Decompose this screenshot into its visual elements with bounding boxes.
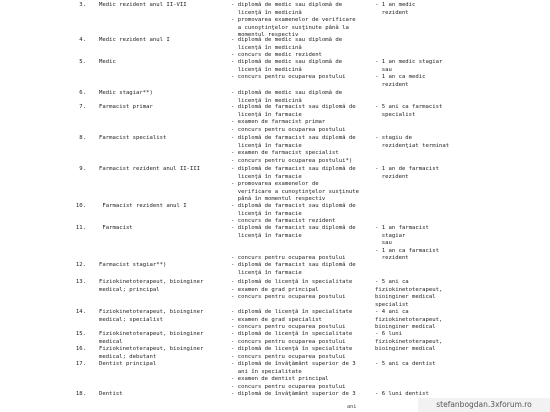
seniority-requirement — [375, 361, 485, 369]
seniority-requirement — [375, 2, 485, 17]
seniority-line: rezident — [375, 81, 409, 88]
requirement-line: - concurs pentru ocuparea postului — [231, 294, 346, 301]
seniority-line: - 6 luni — [375, 331, 402, 337]
seniority-line: - 1 an ca medic — [375, 74, 426, 81]
item-number: 13. — [75, 279, 86, 285]
seniority-line: fiziokinetoterapeut, — [375, 338, 443, 345]
position-title — [99, 391, 227, 399]
item-number: 16. — [75, 346, 86, 352]
requirement-line: - concurs pentru ocuparea postului — [231, 383, 346, 390]
page-fragment: ani — [347, 404, 357, 410]
position-title-line: Farmacist rezident anul II-III — [99, 166, 201, 172]
requirement-line: - diplomă de licenţă în specialitate — [231, 309, 353, 315]
position-title-line: Farmacist rezident anul I — [99, 203, 187, 209]
position-title — [99, 59, 227, 67]
requirement-line: - diplomă de farmacist sau diplomă de — [231, 104, 356, 110]
requirements — [231, 203, 371, 226]
position-title-line: Farmacist specialist — [99, 135, 167, 141]
requirements — [231, 391, 371, 399]
requirements — [231, 2, 371, 40]
position-title — [99, 225, 227, 233]
requirements — [231, 37, 371, 60]
requirement-line: - concurs de medic rezident — [231, 52, 322, 59]
requirement-line: licenţă în medicină — [231, 9, 302, 16]
seniority-line: bioinginer medical — [375, 324, 436, 331]
position-title-line: Fiziokinetoterapeut, bioinginer — [99, 309, 204, 315]
requirement-line: - diplomă de medic sau diplomă de — [231, 59, 343, 65]
requirement-line: - diplomă de medic sau diplomă de — [231, 2, 343, 8]
seniority-requirement — [375, 135, 485, 150]
requirement-line: - concurs pentru ocuparea postului — [231, 324, 346, 331]
item-number: 3. — [79, 2, 86, 8]
seniority-line: - 5 ani ca dentist — [375, 361, 436, 367]
seniority-line: - 1 an medic stagiar — [375, 59, 443, 65]
seniority-line: - stagiu de — [375, 135, 413, 141]
requirement-line: licenţă în farmacie — [231, 269, 302, 276]
item-number: 17. — [75, 361, 86, 367]
seniority-line: fiziokinetoterapeut, — [375, 316, 443, 323]
position-title — [99, 37, 227, 45]
position-title-line: Farmacist stagiar**) — [99, 262, 167, 268]
requirements — [231, 309, 371, 332]
seniority-line: sau — [375, 240, 392, 247]
requirement-line — [231, 240, 371, 248]
seniority-line: rezident — [375, 173, 409, 180]
requirement-line: licenţă în medicină — [231, 44, 302, 51]
requirement-line: - diplomă de învăţământ superior de 3 — [231, 361, 356, 367]
item-number: 15. — [75, 331, 86, 337]
seniority-line: rezident — [375, 9, 409, 16]
requirements — [231, 59, 371, 82]
requirement-line: - concurs pentru ocuparea postului — [231, 353, 346, 360]
item-number: 7. — [79, 104, 86, 110]
requirement-line: - diplomă de farmacist sau diplomă de — [231, 225, 356, 231]
requirement-line: - diplomă de medic sau diplomă de — [231, 37, 343, 43]
item-number: 8. — [79, 135, 86, 141]
position-title-line: medical; principal — [99, 286, 160, 293]
requirement-line: - concurs pentru ocuparea postului — [231, 338, 346, 345]
position-title-line: Medic stagiar**) — [99, 90, 153, 96]
seniority-requirement — [375, 309, 485, 332]
seniority-requirement — [375, 104, 485, 119]
seniority-requirement — [375, 331, 485, 346]
position-title-line: Farmacist — [99, 225, 133, 231]
seniority-line: specialist — [375, 301, 409, 308]
position-title — [99, 203, 227, 211]
requirement-line: - diplomă de farmacist sau diplomă de — [231, 262, 356, 268]
seniority-line: - 5 ani ca — [375, 279, 409, 285]
requirement-line: - concurs pentru ocuparea postului*) — [231, 157, 353, 164]
requirements — [231, 279, 371, 302]
item-number: 10. — [75, 203, 86, 209]
seniority-line: - 5 ani ca farmacist — [375, 104, 443, 110]
position-title-line: Fiziokinetoterapeut, bioinginer — [99, 346, 204, 352]
requirement-line: - promovarea examenelor de — [231, 181, 319, 188]
requirements — [231, 225, 371, 263]
item-number: 11. — [75, 225, 86, 231]
position-title-line: medical — [99, 338, 123, 345]
requirement-line: - diplomă de licenţă în specialitate — [231, 279, 353, 285]
requirement-line: - concurs pentru ocuparea postului — [231, 74, 346, 81]
seniority-line: rezidenţiat terminat — [375, 142, 450, 149]
requirement-line: - examen de farmacist primar — [231, 119, 326, 126]
seniority-requirement — [375, 166, 485, 181]
position-title-line: Medic — [99, 59, 116, 65]
position-title-line: Medic rezident anul I — [99, 37, 170, 43]
requirements — [231, 90, 371, 105]
position-title-line: Dentist — [99, 391, 123, 397]
position-title — [99, 104, 227, 112]
seniority-line: rezident — [375, 255, 409, 262]
seniority-line: - 4 ani ca — [375, 309, 409, 315]
position-title-line: medical; debutant — [99, 353, 157, 360]
item-number: 12. — [75, 262, 86, 268]
item-number: 4. — [79, 37, 86, 43]
requirements — [231, 346, 371, 361]
position-title — [99, 166, 227, 174]
seniority-line: - 6 luni dentist — [375, 391, 429, 397]
requirement-line: - concurs de farmacist rezident — [231, 218, 336, 225]
requirements — [231, 361, 371, 391]
position-title-line: Fiziokinetoterapeut, bioinginer — [99, 279, 204, 285]
position-title — [99, 262, 227, 270]
position-title — [99, 331, 227, 346]
seniority-requirement — [375, 59, 485, 89]
requirement-line: - concurs pentru ocuparea postului — [231, 255, 346, 262]
seniority-requirement — [375, 225, 485, 263]
requirement-line: verificare a cunoştinţelor susţinute — [231, 188, 359, 195]
seniority-requirement — [375, 346, 485, 354]
seniority-line: bioinginer medical — [375, 294, 436, 301]
forum-watermark: stefanbogdan.3xforum.ro — [418, 398, 550, 412]
seniority-line: - 1 an farmacist — [375, 225, 429, 231]
item-number: 9. — [79, 166, 86, 172]
position-title-line: Fiziokinetoterapeut, bioinginer — [99, 331, 204, 337]
requirement-line: licenţă în farmacie — [231, 142, 302, 149]
position-title — [99, 2, 227, 10]
requirement-line: - diplomă de licenţă în specialitate — [231, 346, 353, 352]
requirement-line: - examen de grad specialist — [231, 316, 322, 323]
seniority-line: sau — [375, 66, 392, 73]
seniority-line: stagiar — [375, 232, 406, 239]
position-title — [99, 361, 227, 369]
seniority-line: specialist — [375, 111, 416, 118]
seniority-line: bioinginer medical — [375, 346, 436, 352]
requirement-line: - diplomă de farmacist sau diplomă de — [231, 203, 356, 209]
position-title-line: Farmacist primar — [99, 104, 153, 110]
position-title — [99, 135, 227, 143]
position-title — [99, 309, 227, 324]
item-number: 18. — [75, 391, 86, 397]
requirement-line: licenţă în farmacie — [231, 173, 302, 180]
position-title-line: Medic rezident anul II-VII — [99, 2, 187, 8]
requirement-line: - diplomă de medic sau diplomă de — [231, 90, 343, 96]
item-number: 5. — [79, 59, 86, 65]
requirement-line: licenţă în farmacie — [231, 111, 302, 118]
seniority-line: fiziokinetoterapeut, — [375, 286, 443, 293]
requirement-line: - examen de farmacist specialist — [231, 150, 339, 157]
item-number: 6. — [79, 90, 86, 96]
requirement-line: - examen de grad principal — [231, 286, 319, 293]
requirement-line: ani în specialitate — [231, 368, 302, 375]
position-title — [99, 90, 227, 98]
seniority-line: - 1 an ca farmacist — [375, 247, 439, 254]
requirements — [231, 331, 371, 346]
seniority-requirement — [375, 279, 485, 309]
requirements — [231, 104, 371, 134]
requirement-line: licenţă în medicină — [231, 97, 302, 104]
requirement-line: licenţă în farmacie — [231, 232, 302, 239]
position-title-line: Dentist principal — [99, 361, 157, 367]
requirement-line — [231, 248, 371, 256]
requirement-line: a cunoştinţelor susţinute până la — [231, 24, 349, 31]
requirement-line: momentul respectiv — [231, 32, 299, 39]
position-title — [99, 346, 227, 361]
requirement-line: - diplomă de farmacist sau diplomă de — [231, 166, 356, 172]
requirements — [231, 135, 371, 165]
position-title — [99, 279, 227, 294]
requirement-line: - diplomă de licenţă în specialitate — [231, 331, 353, 337]
requirement-line: - diplomă de farmacist sau diplomă de — [231, 135, 356, 141]
position-title-line: medical; specialist — [99, 316, 163, 323]
requirement-line: - diplomă de învăţământ superior de 3 — [231, 391, 356, 397]
requirement-line: - concurs pentru ocuparea postului — [231, 126, 346, 133]
requirement-line: până în momentul respectiv — [231, 196, 326, 203]
requirement-line: licenţă în farmacie — [231, 210, 302, 217]
requirements — [231, 262, 371, 277]
requirement-line: licenţă în medicină — [231, 66, 302, 73]
requirement-line: - examen de dentist principal — [231, 376, 329, 383]
seniority-line: - 1 an medic — [375, 2, 416, 8]
item-number: 14. — [75, 309, 86, 315]
requirement-line: - promovarea examenelor de verificare — [231, 17, 356, 24]
seniority-line: - 1 an de farmacist — [375, 166, 439, 172]
requirements — [231, 166, 371, 204]
